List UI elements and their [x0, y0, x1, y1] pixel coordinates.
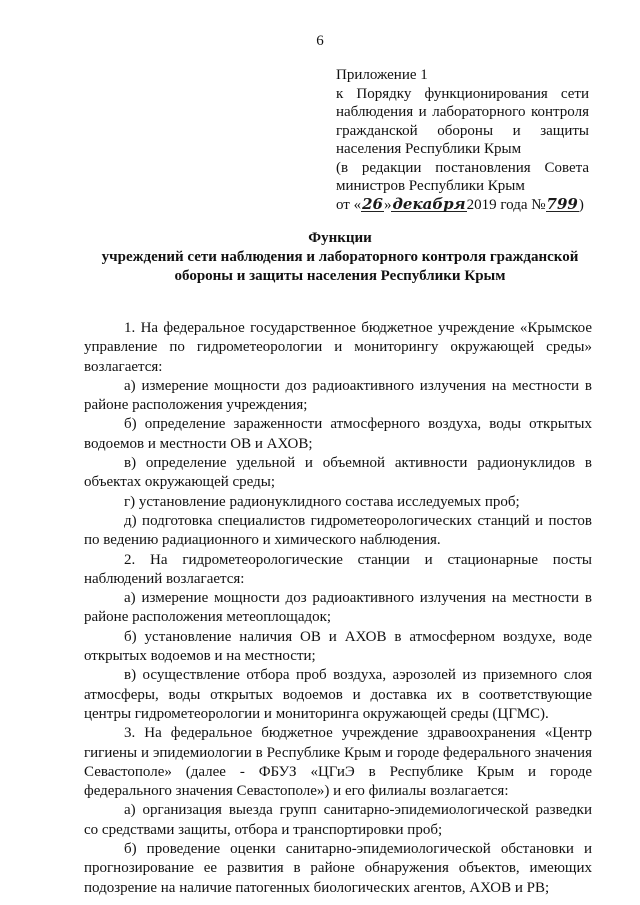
paragraph: 1. На федеральное государственное бюджетное учреждение «Крымское управление по гидрометеорологии и мониторингу окружающей среды» возлагается:	[84, 320, 592, 375]
paragraph: в) осуществление отбора проб воздуха, аэрозолей из приземного слоя атмосферы, воды открытых водоемов и доставка их в соответствующие центры гидрометеорологии и мониторинга окружающей среды (ЦГМС).	[84, 667, 592, 722]
heading-line: обороны и защиты населения Республики Крым	[174, 268, 506, 284]
paragraph: а) измерение мощности доз радиоактивного излучения на местности в районе расположения метеоплощадок;	[84, 590, 592, 626]
edition-line: (в редакции постановления Совета	[336, 159, 589, 176]
document-heading	[80, 229, 600, 286]
appendix-line: к Порядку функционирования сети	[336, 85, 589, 102]
handwritten-month: декабря	[392, 194, 466, 213]
date-suffix: )	[578, 196, 584, 213]
appendix-line: наблюдения и лабораторного контроля	[336, 104, 589, 120]
page-number: 6	[316, 33, 324, 49]
date-year: 2019 года №	[466, 196, 546, 213]
paragraph: г) установление радионуклидного состава исследуемых проб;	[124, 493, 520, 510]
appendix-line: населения Республики Крым	[336, 141, 522, 157]
date-prefix: от «	[336, 196, 362, 213]
paragraph: д) подготовка специалистов гидрометеорологических станций и постов по ведению радиационного и химического наблюдения.	[84, 512, 592, 549]
paragraph: б) проведение оценки санитарно-эпидемиологической обстановки и прогнозирование ее развития в районе обнаружения объектов, имеющих подозрение на наличие патогенных биологических агентов, АХОВ и РВ;	[84, 841, 592, 896]
paragraph: 2. На гидрометеорологические станции и стационарные посты наблюдений возлагается:	[84, 551, 592, 587]
heading-line: Функции	[308, 230, 372, 246]
paragraph: а) организация выезда групп санитарно-эпидемиологической разведки со средствами защиты, отбора и транспортировки проб;	[84, 802, 592, 838]
appendix-block	[336, 66, 589, 214]
paragraph: б) установление наличия ОВ и АХОВ в атмосферном воздухе, воде открытых водоемов и на местности;	[84, 628, 592, 665]
document-body	[84, 319, 592, 898]
edition-line: министров Республики Крым	[336, 178, 525, 194]
handwritten-day: 26	[362, 194, 383, 213]
handwritten-number: 799	[546, 194, 578, 213]
paragraph: 3. На федеральное бюджетное учреждение здравоохранения «Центр гигиены и эпидемиологии в Республике Крым и городе федерального значения Севастополе» (далее - ФБУЗ «ЦГиЭ в Республике Крым и городе федерального значения Севастополе») и его филиалы возлагается:	[84, 725, 592, 800]
paragraph: а) измерение мощности доз радиоактивного излучения на местности в районе расположения учреждения;	[84, 377, 592, 414]
date-mid: »	[383, 196, 392, 213]
heading-line: учреждений сети наблюдения и лабораторного контроля гражданской	[101, 249, 579, 265]
appendix-line: гражданской обороны и защиты	[336, 122, 589, 139]
paragraph: б) определение зараженности атмосферного воздуха, воды открытых водоемов и местности ОВ и АХОВ;	[84, 416, 592, 452]
appendix-title: Приложение 1	[336, 67, 428, 83]
paragraph: в) определение удельной и объемной активности радионуклидов в объектах окружающей среды;	[84, 455, 592, 491]
resolution-date-line	[336, 196, 589, 215]
